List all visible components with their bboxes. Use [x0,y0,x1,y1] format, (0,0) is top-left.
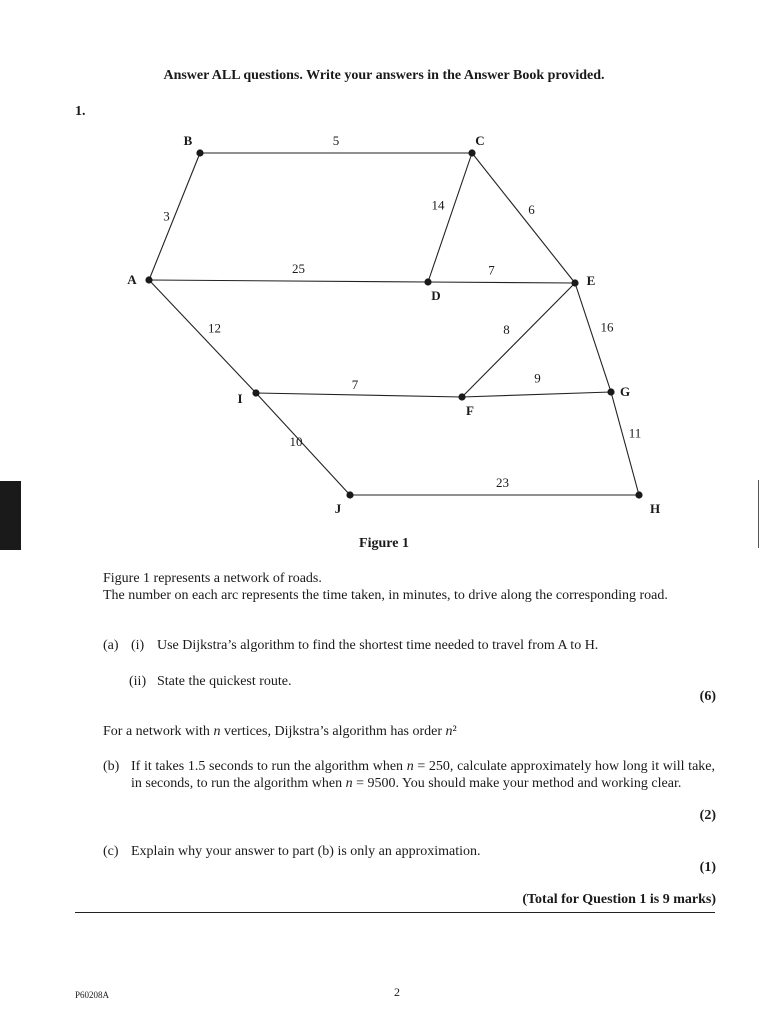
arc-weight-A-I: 12 [208,320,221,336]
part-b-marks: (2) [699,808,716,823]
vertex-label-C: C [475,133,485,148]
page-number: 2 [394,985,400,999]
vertex-label-E: E [586,273,596,288]
part-a-ii-text: State the quickest route. [157,674,292,689]
vertex-F [458,393,465,400]
part-c-text: Explain why your answer to part (b) is only an approximation. [131,844,481,859]
arc-weight-I-J: 10 [289,434,303,449]
arc-weight-C-E: 6 [528,202,535,217]
part-a-label: (a) [103,638,119,653]
vertex-G [607,388,614,395]
intro-line-1: Figure 1 represents a network of roads. [103,571,322,586]
part-c-label: (c) [103,844,119,859]
arc-D-E [428,282,575,283]
vertex-label-D: D [431,288,441,303]
arc-C-D [428,153,472,282]
vertex-label-G: G [619,384,631,399]
vertex-H [635,491,642,498]
arc-weight-A-D: 25 [292,261,305,276]
arc-weight-I-F: 7 [351,377,359,392]
part-a-i-label: (i) [131,638,145,653]
vertex-label-H: H [649,501,661,516]
vertex-label-F: F [466,403,474,418]
arc-weight-F-G: 9 [534,370,541,386]
arc-weight-C-D: 14 [431,197,445,213]
vertex-label-J: J [334,501,342,516]
part-a-marks: (6) [699,689,716,704]
order-statement: For a network with n vertices, Dijkstra’s algorithm has order n² [103,724,457,739]
arc-weight-G-H: 11 [628,425,642,441]
arc-weight-B-C: 5 [332,133,340,148]
arc-G-H [611,392,639,495]
arc-weight-A-B: 3 [163,208,170,224]
part-a-ii-label: (ii) [129,674,147,689]
figure-caption: Figure 1 [359,536,409,551]
part-b-text: If it takes 1.5 seconds to run the algorithm when n = 250, calculate approximately how long it will take, in seconds, to run the algorithm when n = 9500. You should make your method and working clear. [131,759,716,791]
arc-weight-J-H: 23 [496,475,509,490]
vertex-A [145,276,152,283]
vertex-E [571,279,578,286]
vertex-D [424,278,431,285]
arc-weight-E-F: 8 [503,322,510,337]
arc-E-F [462,283,575,397]
vertex-C [468,149,475,156]
vertex-B [196,149,203,156]
vertex-label-I: I [237,391,243,406]
arc-I-F [256,393,462,397]
arc-I-J [256,393,350,495]
paper-code: P60208A [75,990,110,1000]
arc-F-G [462,392,611,397]
part-a-i-text: Use Dijkstra’s algorithm to find the shortest time needed to travel from A to H. [157,638,599,653]
part-b-label: (b) [103,759,120,774]
question-total: (Total for Question 1 is 9 marks) [522,892,716,907]
part-c-marks: (1) [699,860,716,875]
road-network-figure [0,120,768,540]
intro-text [103,570,715,604]
page-edge-mark [758,480,759,548]
question-number: 1. [75,104,86,119]
arc-weight-E-G: 16 [600,319,614,335]
vertex-J [346,491,353,498]
vertex-label-B: B [183,133,193,148]
arc-A-D [149,280,428,282]
arc-E-G [575,283,611,392]
arc-weight-D-E: 7 [488,262,495,278]
arc-A-I [149,280,256,393]
exam-instruction: Answer ALL questions. Write your answers in the Answer Book provided. [163,68,605,83]
margin-tab-mark [0,481,21,550]
vertex-I [252,389,259,396]
divider-rule [75,912,715,913]
intro-line-2: The number on each arc represents the time taken, in minutes, to drive along the corresponding road. [103,588,668,603]
arc-A-B [149,153,200,280]
vertex-label-A: A [127,272,137,287]
